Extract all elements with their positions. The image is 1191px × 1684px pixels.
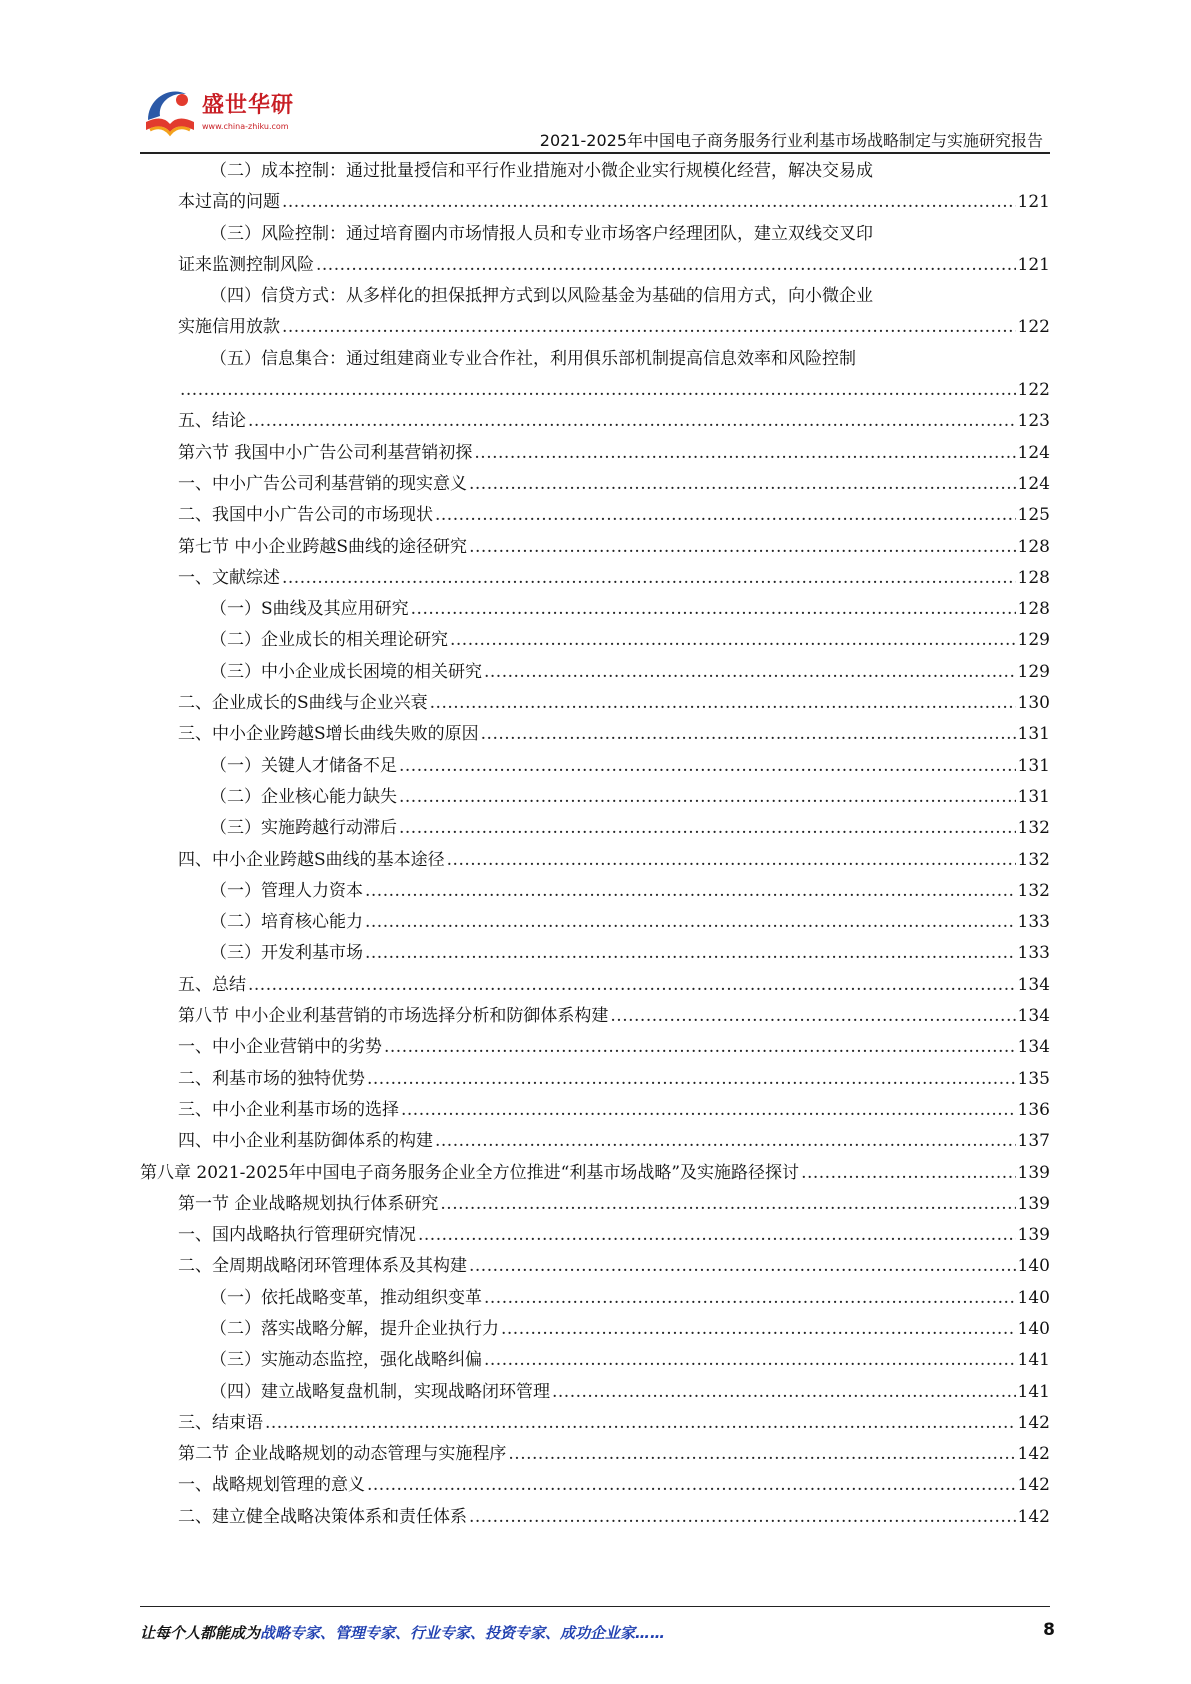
toc-entry-page: 133	[1017, 943, 1050, 964]
toc-entry-page: 141	[1017, 1350, 1050, 1371]
report-title: 2021-2025年中国电子商务服务行业利基市场战略制定与实施研究报告	[539, 131, 1043, 150]
toc-leader-dots	[365, 876, 1016, 907]
toc-entry-page: 129	[1017, 630, 1050, 651]
toc-entry[interactable]	[140, 1439, 1050, 1470]
toc-leader-dots	[435, 1126, 1016, 1157]
toc-leader-dots	[411, 594, 1016, 625]
toc-leader-dots	[484, 1345, 1016, 1376]
toc-entry-title: 二、建立健全战略决策体系和责任体系	[178, 1506, 467, 1527]
toc-entry-title: （二）成本控制：通过批量授信和平行作业措施对小微企业实行规模化经营，解决交易成	[210, 161, 873, 181]
toc-entry-page: 128	[1017, 599, 1050, 620]
toc-entry[interactable]	[140, 500, 1050, 531]
toc-leader-dots	[508, 1439, 1015, 1470]
toc-entry[interactable]	[140, 907, 1050, 938]
toc-entry[interactable]	[140, 375, 1050, 406]
toc-entry[interactable]	[140, 1095, 1050, 1126]
toc-entry-title: 本过高的问题	[178, 192, 280, 213]
toc-entry-title: 一、中小企业营销中的劣势	[178, 1037, 382, 1058]
toc-entry-title: 证来监测控制风险	[178, 254, 314, 275]
toc-leader-dots	[365, 938, 1016, 969]
toc-entry[interactable]	[140, 469, 1050, 500]
toc-entry-title: （二）企业核心能力缺失	[210, 786, 397, 807]
toc-entry-title: （一）依托战略变革，推动组织变革	[210, 1287, 482, 1308]
toc-leader-dots	[469, 1502, 1016, 1533]
toc-entry-page: 132	[1017, 818, 1050, 839]
toc-entry-page: 142	[1017, 1444, 1050, 1465]
toc-leader-dots	[481, 719, 1016, 750]
toc-entry[interactable]	[140, 1032, 1050, 1063]
toc-leader-dots	[435, 500, 1016, 531]
toc-leader-dots	[440, 1189, 1015, 1220]
toc-entry-page: 125	[1017, 505, 1050, 526]
toc-entry-page: 136	[1017, 1099, 1050, 1120]
toc-entry-page: 134	[1017, 974, 1050, 995]
toc-leader-dots	[248, 406, 1016, 437]
toc-entry[interactable]	[140, 876, 1050, 907]
toc-entry-title: 三、结束语	[178, 1412, 263, 1433]
toc-entry-page: 140	[1017, 1287, 1050, 1308]
toc-entry[interactable]	[140, 312, 1050, 343]
toc-entry[interactable]	[140, 281, 1050, 312]
toc-entry-page: 131	[1017, 755, 1050, 776]
toc-entry-title: （三）开发利基市场	[210, 943, 363, 964]
header-divider	[140, 152, 1050, 154]
toc-entry-page: 121	[1017, 254, 1050, 275]
toc-leader-dots	[469, 532, 1015, 563]
toc-entry-title: 二、我国中小广告公司的市场现状	[178, 505, 433, 526]
toc-leader-dots	[316, 250, 1016, 281]
toc-entry-title: （三）实施跨越行动滞后	[210, 818, 397, 839]
toc-entry[interactable]	[140, 563, 1050, 594]
toc-entry[interactable]	[140, 1126, 1050, 1157]
toc-leader-dots	[367, 1470, 1016, 1501]
toc-entry-title: 五、结论	[178, 411, 246, 432]
toc-entry[interactable]	[140, 1283, 1050, 1314]
toc-entry-title: 四、中小企业跨越S曲线的基本途径	[178, 849, 445, 870]
toc-entry-title: 二、全周期战略闭环管理体系及其构建	[178, 1256, 467, 1277]
toc-leader-dots	[469, 469, 1016, 500]
toc-entry-title: 第七节 中小企业跨越S曲线的途径研究	[178, 536, 468, 557]
page-number: 8	[1043, 1620, 1055, 1640]
footer-slogan-lead: 让每个人都能成为	[140, 1624, 261, 1642]
toc-entry[interactable]	[140, 657, 1050, 688]
toc-leader-dots	[248, 970, 1016, 1001]
toc-entry-page: 124	[1017, 442, 1050, 463]
toc-entry-page: 139	[1017, 1162, 1050, 1183]
toc-leader-dots	[450, 625, 1016, 656]
footer-slogan	[140, 1622, 1050, 1643]
toc-entry-page: 135	[1017, 1068, 1050, 1089]
toc-entry-title: （三）中小企业成长困境的相关研究	[210, 661, 482, 682]
toc-leader-dots	[501, 1314, 1016, 1345]
toc-entry-title: （二）企业成长的相关理论研究	[210, 630, 448, 651]
toc-entry-title: （二）落实战略分解，提升企业执行力	[210, 1318, 499, 1339]
toc-entry-title: 一、中小广告公司利基营销的现实意义	[178, 473, 467, 494]
toc-entry[interactable]	[140, 625, 1050, 656]
toc-entry-title: 实施信用放款	[178, 317, 280, 338]
toc-entry[interactable]	[140, 532, 1050, 563]
toc-entry-page: 128	[1017, 567, 1050, 588]
toc-entry[interactable]	[140, 1220, 1050, 1251]
toc-entry-page: 139	[1017, 1193, 1050, 1214]
toc-leader-dots	[265, 1408, 1016, 1439]
toc-entry-page: 139	[1017, 1225, 1050, 1246]
toc-leader-dots	[384, 1032, 1016, 1063]
toc-entry[interactable]	[140, 1502, 1050, 1533]
toc-entry[interactable]	[140, 719, 1050, 750]
toc-entry-title: （一）管理人力资本	[210, 880, 363, 901]
toc-entry-title: （三）实施动态监控，强化战略纠偏	[210, 1350, 482, 1371]
toc-entry[interactable]	[140, 250, 1050, 281]
logo-name: 盛世华研	[202, 93, 295, 118]
toc-leader-dots	[484, 1283, 1016, 1314]
toc-entry-title: 第八章 2021-2025年中国电子商务服务企业全方位推进“利基市场战略”及实施路径探讨	[140, 1162, 800, 1183]
footer-slogan-highlight: 战略专家、管理专家、行业专家、投资专家、成功企业家……	[260, 1624, 666, 1642]
toc-entry-title: （三）风险控制：通过培育圈内市场情报人员和专业市场客户经理团队，建立双线交叉印	[210, 223, 873, 244]
toc-entry-page: 133	[1017, 912, 1050, 933]
toc-entry-page: 142	[1017, 1475, 1050, 1496]
toc-entry-page: 140	[1017, 1318, 1050, 1339]
toc-leader-dots	[418, 1220, 1016, 1251]
toc-leader-dots	[365, 907, 1016, 938]
toc-entry-page: 134	[1017, 1037, 1050, 1058]
toc-entry[interactable]	[140, 970, 1050, 1001]
toc-entry-page: 140	[1017, 1256, 1050, 1277]
toc-leader-dots	[484, 657, 1016, 688]
toc-entry[interactable]	[140, 688, 1050, 719]
toc-entry-page: 132	[1017, 880, 1050, 901]
toc-entry-title: 五、总结	[178, 974, 246, 995]
toc-entry-title: 二、企业成长的S曲线与企业兴衰	[178, 693, 428, 714]
toc-entry-page: 137	[1017, 1131, 1050, 1152]
toc-leader-dots	[282, 563, 1016, 594]
toc-entry[interactable]	[140, 594, 1050, 625]
table-of-contents	[140, 156, 1050, 1533]
toc-entry[interactable]	[140, 938, 1050, 969]
toc-entry[interactable]	[140, 845, 1050, 876]
toc-entry-page: 124	[1017, 473, 1050, 494]
toc-entry-title: （四）建立战略复盘机制，实现战略闭环管理	[210, 1381, 550, 1402]
toc-entry-title: （一）S曲线及其应用研究	[210, 599, 409, 620]
logo-emblem-icon	[140, 80, 200, 140]
toc-entry[interactable]	[140, 1345, 1050, 1376]
toc-entry[interactable]	[140, 1470, 1050, 1501]
toc-leader-dots	[469, 1251, 1016, 1282]
toc-leader-dots	[801, 1158, 1015, 1189]
toc-entry-title: 三、中小企业跨越S增长曲线失败的原因	[178, 724, 479, 745]
toc-entry[interactable]	[140, 813, 1050, 844]
toc-entry[interactable]	[140, 1251, 1050, 1282]
toc-leader-dots	[430, 688, 1016, 719]
toc-leader-dots	[367, 1064, 1016, 1095]
toc-entry-page: 142	[1017, 1506, 1050, 1527]
toc-entry-title: （二）培育核心能力	[210, 912, 363, 933]
toc-entry-page: 121	[1017, 192, 1050, 213]
toc-leader-dots	[447, 845, 1016, 876]
toc-entry-title: 四、中小企业利基防御体系的构建	[178, 1131, 433, 1152]
toc-entry-title: （五）信息集合：通过组建商业专业合作社，利用俱乐部机制提高信息效率和风险控制	[210, 348, 856, 369]
toc-entry[interactable]	[140, 1408, 1050, 1439]
toc-entry[interactable]	[140, 1314, 1050, 1345]
toc-entry[interactable]	[140, 156, 1050, 187]
page-header	[0, 0, 1191, 160]
toc-entry[interactable]	[140, 1158, 1050, 1189]
toc-entry[interactable]	[140, 219, 1050, 250]
toc-leader-dots	[610, 1001, 1015, 1032]
toc-entry-page: 141	[1017, 1381, 1050, 1402]
toc-entry-title: 一、文献综述	[178, 567, 280, 588]
toc-entry[interactable]	[140, 406, 1050, 437]
toc-entry-page: 130	[1017, 693, 1050, 714]
toc-leader-dots	[399, 782, 1016, 813]
toc-entry-title: 第二节 企业战略规划的动态管理与实施程序	[178, 1444, 507, 1465]
toc-entry-page: 122	[1017, 317, 1050, 338]
toc-entry-title: 第一节 企业战略规划执行体系研究	[178, 1193, 439, 1214]
toc-leader-dots	[399, 751, 1016, 782]
toc-entry-title: （四）信贷方式：从多样化的担保抵押方式到以风险基金为基础的信用方式，向小微企业	[210, 286, 873, 307]
toc-entry-page: 132	[1017, 849, 1050, 870]
toc-entry[interactable]	[140, 1189, 1050, 1220]
toc-entry-title: 一、国内战略执行管理研究情况	[178, 1225, 416, 1246]
toc-leader-dots	[474, 438, 1015, 469]
toc-entry[interactable]	[140, 187, 1050, 218]
toc-entry-page: 131	[1017, 786, 1050, 807]
toc-entry-title: （一）关键人才储备不足	[210, 755, 397, 776]
toc-entry-title: 第八节 中小企业利基营销的市场选择分析和防御体系构建	[178, 1006, 609, 1027]
toc-entry-page: 122	[1017, 380, 1050, 401]
toc-entry-page: 142	[1017, 1412, 1050, 1433]
toc-entry[interactable]	[140, 1377, 1050, 1408]
toc-entry-page: 131	[1017, 724, 1050, 745]
toc-entry-title: 第六节 我国中小广告公司利基营销初探	[178, 442, 473, 463]
toc-entry[interactable]	[140, 1001, 1050, 1032]
toc-entry-page: 134	[1017, 1006, 1050, 1027]
toc-entry[interactable]	[140, 751, 1050, 782]
toc-entry[interactable]	[140, 438, 1050, 469]
toc-entry-title: 二、利基市场的独特优势	[178, 1068, 365, 1089]
toc-entry-title: 一、战略规划管理的意义	[178, 1475, 365, 1496]
toc-leader-dots	[401, 1095, 1016, 1126]
toc-leader-dots	[399, 813, 1016, 844]
toc-entry[interactable]	[140, 344, 1050, 375]
footer-divider	[140, 1606, 1050, 1607]
toc-leader-dots	[180, 375, 1016, 406]
toc-entry[interactable]	[140, 782, 1050, 813]
logo-url: www.china-zhiku.com	[202, 122, 289, 131]
toc-entry[interactable]	[140, 1064, 1050, 1095]
toc-entry-page: 129	[1017, 661, 1050, 682]
company-logo	[140, 80, 310, 150]
toc-entry-page: 123	[1017, 411, 1050, 432]
toc-entry-page: 128	[1017, 536, 1050, 557]
toc-leader-dots	[282, 187, 1016, 218]
toc-leader-dots	[552, 1377, 1016, 1408]
toc-leader-dots	[282, 312, 1016, 343]
toc-entry-title: 三、中小企业利基市场的选择	[178, 1099, 399, 1120]
